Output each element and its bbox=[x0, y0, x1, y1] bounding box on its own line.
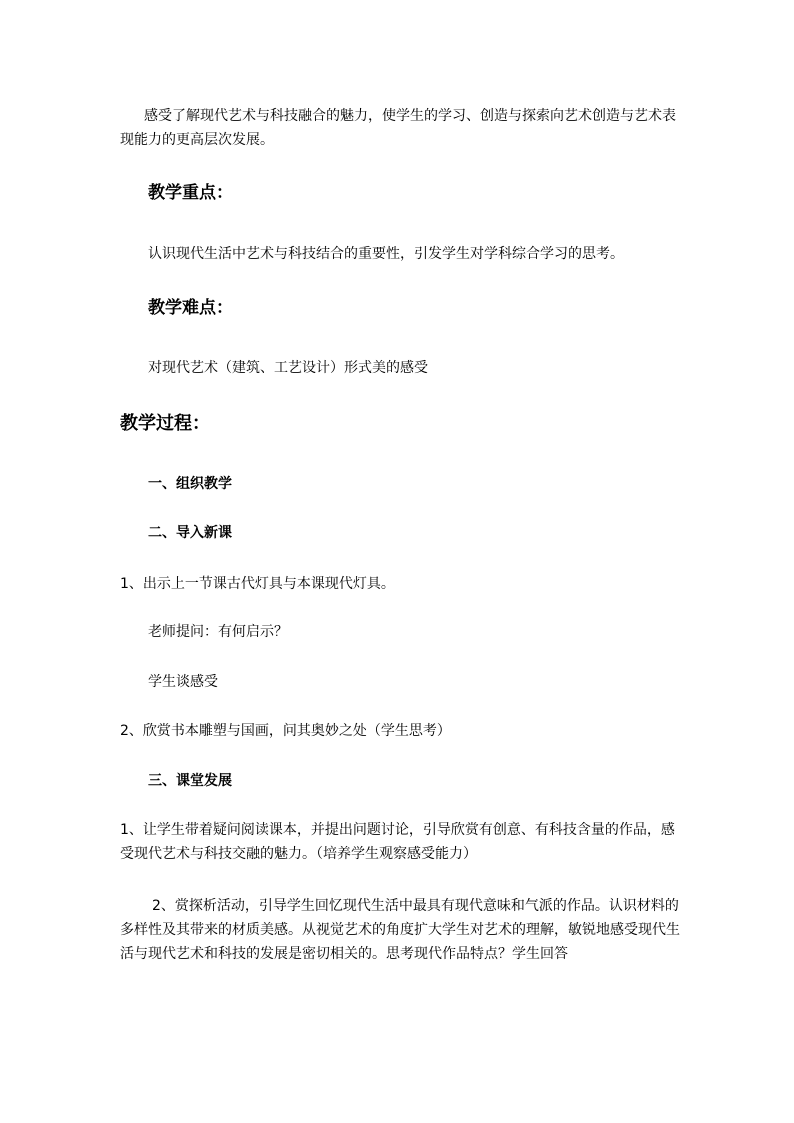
teaching-difficulty-text: 对现代艺术（建筑、工艺设计）形式美的感受 bbox=[148, 360, 428, 376]
item-read-textbook: 1、让学生带着疑问阅读课本，并提出问题讨论，引导欣赏有创意、有科技含量的作品，感受现代艺术与科技交融的魅力。（培养学生观察感受能力） bbox=[120, 822, 675, 862]
item-appreciate-sculpture: 2、欣赏书本雕塑与国画，问其奥妙之处（学生思考） bbox=[120, 723, 451, 739]
section-introduce-lesson: 二、导入新课 bbox=[148, 525, 232, 541]
teaching-focus-text: 认识现代生活中艺术与科技结合的重要性，引发学生对学科综合学习的思考。 bbox=[148, 246, 624, 262]
section-classroom-development: 三、课堂发展 bbox=[148, 773, 232, 789]
teaching-process-heading: 教学过程： bbox=[120, 413, 210, 434]
teaching-focus-heading: 教学重点： bbox=[148, 183, 233, 203]
student-response: 学生谈感受 bbox=[148, 674, 218, 690]
teaching-difficulty-heading: 教学难点： bbox=[148, 298, 233, 318]
item-appreciation-activity: 2、赏探析活动，引导学生回忆现代生活中最具有现代意味和气派的作品。认识材料的多样性及其带来的材质美感。从视觉艺术的角度扩大学生对艺术的理解，敏锐地感受现代生活与现代艺术和科技的发展是密切相关的。思考现代作品特点？学生回答 bbox=[120, 898, 680, 962]
teacher-question: 老师提问：有何启示？ bbox=[148, 624, 288, 640]
intro-paragraph: 感受了解现代艺术与科技融合的魅力，使学生的学习、创造与探索向艺术创造与艺术表现能力的更高层次发展。 bbox=[120, 108, 676, 148]
item-show-lamps: 1、出示上一节课古代灯具与本课现代灯具。 bbox=[120, 576, 395, 592]
section-organize-teaching: 一、组织教学 bbox=[148, 476, 232, 492]
